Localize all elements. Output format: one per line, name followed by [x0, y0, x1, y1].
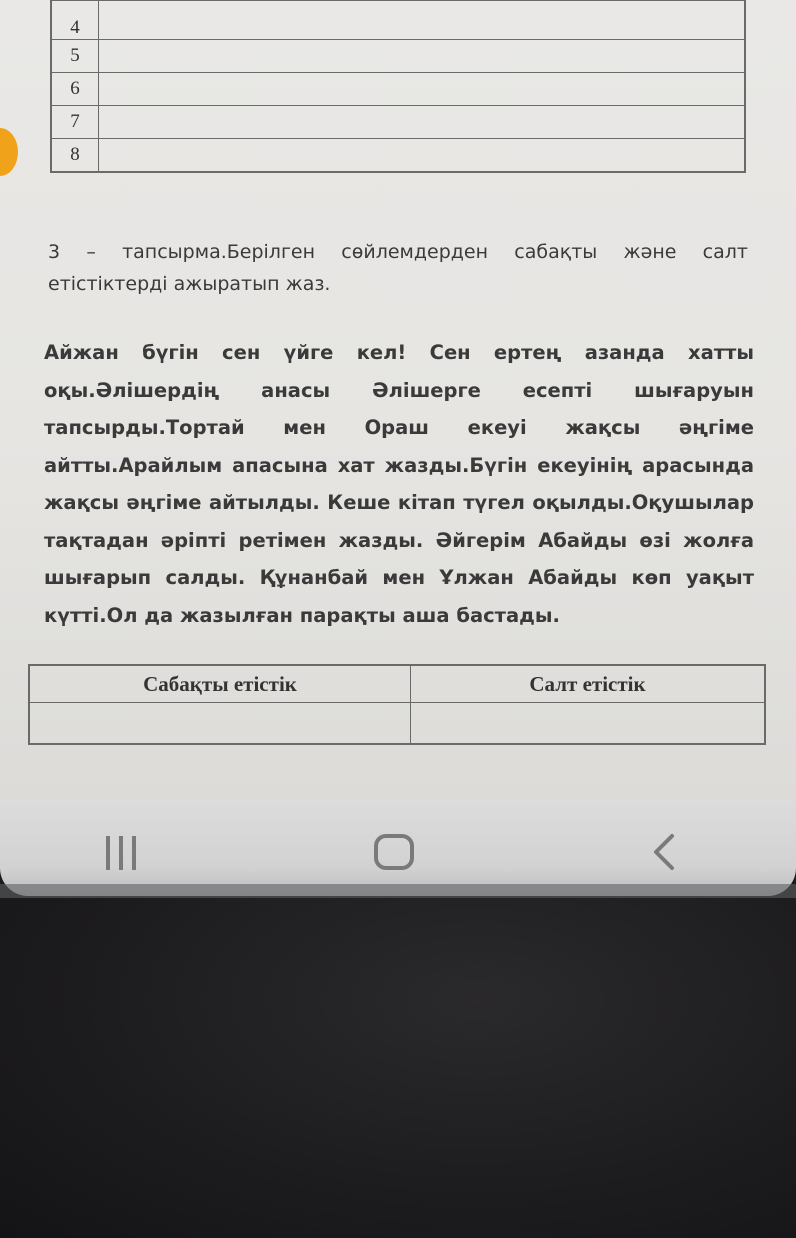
- table-cell: [99, 1, 746, 40]
- home-icon[interactable]: [374, 834, 414, 870]
- table-row: [51, 106, 745, 139]
- table-cell: [99, 73, 746, 106]
- answer-table: [28, 664, 766, 745]
- row-number: 7: [51, 106, 99, 139]
- table-row: [29, 703, 765, 745]
- answer-cell-transitive[interactable]: [29, 703, 411, 745]
- navigation-bar: [0, 800, 796, 896]
- back-icon[interactable]: [648, 830, 688, 874]
- background-surface: [0, 898, 796, 1238]
- exercise-text: Айжан бүгін сен үйге кел! Сен ертең азанда хатты оқы.Әлішердің анасы Әлішерге есепті шығаруын тапсырды.Тортай мен Ораш екеуі жақсы әңгіме айтты.Арайлым апасына хат жазды.Бүгін екеуінің арасында жақсы әңгіме айтылды. Кеше кітап түгел оқылды.Оқушылар тақтадан әріпті ретімен жазды. Әйгерім Абайды өзі жолға шығарып салды. Құнанбай мен Ұлжан Абайды көп уақыт күтті.Ол да жазылған парақты аша бастады.: [44, 341, 754, 627]
- table-header-row: [29, 665, 765, 703]
- table-row: [51, 1, 745, 40]
- table-cell: [99, 40, 746, 73]
- row-number: 8: [51, 139, 99, 173]
- table-row: [51, 73, 745, 106]
- numbered-table: [50, 0, 746, 173]
- edge-panel-handle[interactable]: [0, 128, 18, 176]
- row-number: 5: [51, 40, 99, 73]
- header-transitive-verb: Сабақты етістік: [29, 665, 411, 703]
- table-cell: [99, 139, 746, 173]
- row-number: 6: [51, 73, 99, 106]
- device-bezel: [0, 884, 796, 898]
- table-row: [51, 139, 745, 173]
- table-cell: [99, 106, 746, 139]
- table-row: [51, 40, 745, 73]
- task-heading: 3 – тапсырма.Берілген сөйлемдерден сабақты және салт етістіктерді ажыратып жаз.: [48, 241, 748, 295]
- recents-icon[interactable]: [106, 836, 145, 874]
- answer-cell-intransitive[interactable]: [411, 703, 766, 745]
- header-intransitive-verb: Салт етістік: [411, 665, 766, 703]
- row-number: 4: [51, 1, 99, 40]
